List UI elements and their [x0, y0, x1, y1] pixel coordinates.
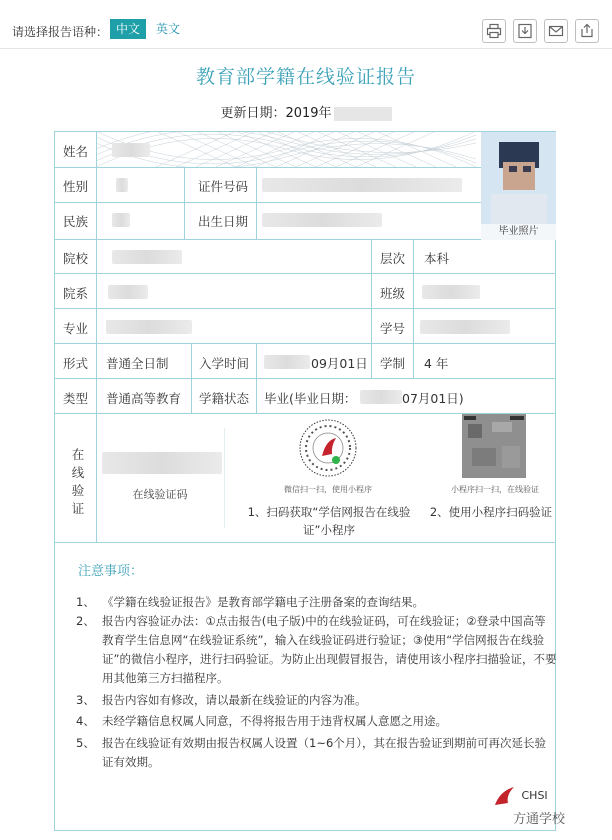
class-label: 班级	[380, 286, 406, 301]
grid-line	[191, 343, 192, 413]
mini-program-qr-caption: 微信扫一扫，使用小程序	[284, 485, 372, 494]
grid-line	[54, 378, 556, 379]
updated-date-label: 更新日期：2019年	[220, 106, 332, 121]
chsi-bird-icon	[492, 785, 518, 807]
duration-label: 学制	[380, 356, 406, 371]
mini-program-qr	[298, 418, 358, 478]
redacted-mask	[334, 107, 392, 121]
note-text: 报告在线验证有效期由报告权属人设置（1~6个月），其在报告验证到期前可再次延长验证有效期。	[102, 736, 547, 769]
grid-line	[54, 343, 556, 344]
grid-line	[413, 239, 414, 378]
grid-line	[96, 131, 97, 542]
status-value-prefix: 毕业(毕业日期：	[264, 391, 357, 406]
major-label: 专业	[63, 321, 89, 336]
verification-code-caption: 在线验证码	[132, 488, 188, 501]
status-value-suffix: 07月01日)	[402, 391, 464, 406]
photo-caption: 毕业照片	[498, 226, 539, 237]
student-number-label: 学号	[380, 321, 406, 336]
top-toolbar	[0, 0, 612, 58]
note-number: 4、	[76, 714, 95, 728]
portrait-image	[481, 132, 556, 224]
redacted-mask	[264, 355, 310, 369]
school-label: 院校	[63, 251, 89, 266]
lang-english-button[interactable]: 英文	[156, 22, 181, 36]
grid-line	[54, 273, 556, 274]
mail-button[interactable]	[544, 19, 568, 43]
redacted-mask	[106, 320, 192, 334]
mini-program-instruction: 1、扫码获取“学信网报告在线验证”小程序	[247, 505, 411, 537]
form-value: 普通全日制	[106, 356, 169, 371]
note-text: 报告内容如有修改，请以最新在线验证的内容为准。	[102, 693, 367, 707]
print-button[interactable]	[482, 19, 506, 43]
note-number: 3、	[76, 693, 95, 707]
redacted-mask	[360, 390, 402, 404]
grid-line	[54, 202, 481, 203]
updated-date	[0, 102, 612, 121]
redacted-mask	[112, 213, 130, 227]
notes-title: 注意事项：	[78, 564, 144, 579]
redacted-mask	[112, 250, 182, 264]
share-icon	[579, 23, 595, 39]
redacted-mask	[422, 285, 480, 299]
level-label: 层次	[380, 251, 406, 266]
type-label: 类型	[63, 391, 89, 406]
gender-label: 性别	[63, 179, 89, 194]
form-label: 形式	[63, 356, 89, 371]
birth-date-label: 出生日期	[198, 214, 249, 229]
grid-line	[256, 343, 257, 413]
verification-instruction: 2、使用小程序扫码验证	[429, 505, 553, 519]
download-button[interactable]	[513, 19, 537, 43]
chsi-logo-text: CHSI	[521, 789, 548, 802]
grid-line	[371, 239, 372, 378]
graduation-photo	[481, 132, 556, 240]
security-pattern	[96, 131, 476, 167]
verification-qr	[462, 414, 526, 478]
grid-line	[256, 167, 257, 239]
grid-line	[54, 167, 481, 168]
lang-chinese-button[interactable]: 中文	[110, 19, 146, 39]
toolbar-divider	[0, 48, 612, 49]
note-number: 5、	[76, 736, 95, 750]
redacted-mask	[262, 178, 462, 192]
ethnicity-label: 民族	[63, 214, 89, 229]
note-text: 未经学籍信息权属人同意，不得将报告用于违背权属人意愿之用途。	[102, 714, 447, 728]
enrollment-label: 入学时间	[199, 356, 250, 371]
level-value: 本科	[424, 251, 450, 266]
redacted-mask	[108, 285, 148, 299]
report-title: 教育部学籍在线验证报告	[195, 66, 416, 88]
verification-qr-caption: 小程序扫一扫，在线验证	[451, 485, 539, 494]
name-label: 姓名	[63, 144, 89, 159]
mini-program-qr-icon	[298, 418, 358, 478]
status-label: 学籍状态	[199, 391, 250, 406]
watermark	[513, 808, 565, 827]
note-number: 1、	[76, 595, 95, 609]
duration-value: 4 年	[424, 356, 449, 371]
redacted-mask	[112, 143, 150, 157]
print-icon	[486, 23, 502, 39]
note-text: 报告内容验证办法：①点击报告(电子版)中的在线验证码，可在线验证；②登录中国高等教育学生信息网“在线验证系统”，输入在线验证码进行验证；③使用“学信网报告在线验证”的微信小程序，进行扫码验证。为防止出现假冒报告，请使用该小程序扫描验证，不要用其他第三方扫描程序。	[102, 614, 557, 685]
type-value: 普通高等教育	[106, 391, 182, 406]
note-text: 《学籍在线验证报告》是教育部学籍电子注册备案的查询结果。	[102, 595, 424, 609]
redacted-mask	[262, 213, 382, 227]
watermark-text: 方通学校	[513, 812, 566, 827]
note-number: 2、	[76, 614, 95, 628]
id-number-label: 证件号码	[198, 179, 249, 194]
department-label: 院系	[63, 286, 89, 301]
redacted-mask	[420, 320, 510, 334]
enrollment-value: 09月01日	[311, 356, 368, 371]
verify-side-label: 在线验证	[71, 447, 85, 516]
chsi-logo	[492, 785, 548, 807]
verification-qr-icon	[462, 414, 526, 478]
grid-line	[184, 167, 185, 239]
mail-icon	[548, 23, 564, 39]
redacted-mask	[116, 178, 128, 192]
verification-code-mask[interactable]	[102, 452, 222, 474]
share-button[interactable]	[575, 19, 599, 43]
download-icon	[517, 23, 533, 39]
language-label: 请选择报告语种：	[12, 25, 109, 39]
grid-line	[54, 542, 556, 543]
grid-line	[54, 308, 556, 309]
verify-separator	[224, 428, 225, 528]
